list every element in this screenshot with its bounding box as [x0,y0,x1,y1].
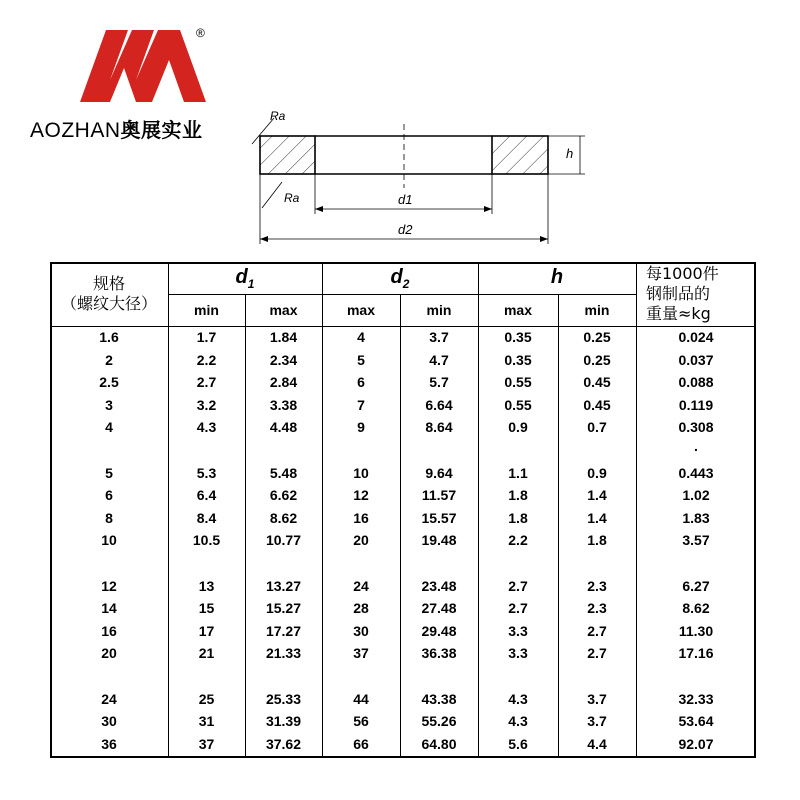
table-cell: 4.4 [587,735,607,752]
table-cell: 6.64 [425,396,453,413]
table-cell: 24 [101,690,117,707]
table-cell: 8.62 [682,600,710,617]
table-cell: 92.07 [678,735,714,752]
table-cell: 24 [353,577,369,594]
table-cell: 5.48 [269,464,298,481]
table-cell: 4 [357,329,365,345]
table-cell: 1.6 [99,329,119,345]
table-cell: 5 [357,351,365,368]
table-cell: 13 [198,577,215,594]
brand-name-en: AOZHAN [30,119,121,142]
table-cell: 17.16 [678,645,714,662]
table-cell: 0.9 [587,464,607,481]
table-cell: 37 [353,645,369,662]
table-cell: 12 [353,487,369,504]
table-cell: 15.57 [421,509,457,526]
table-cell: 2.3 [587,577,607,594]
table-cell: 3.7 [587,690,607,707]
table-cell: 2.2 [508,532,528,549]
spec-table [50,262,756,758]
table-cell: 1.8 [587,532,607,549]
table-cell: 17 [198,622,215,639]
table-cell: 21.33 [265,645,302,662]
table-cell: 37 [198,735,215,752]
table-cell: 36.38 [421,645,457,662]
table-cell: 2.2 [196,351,217,368]
table-cell: 8.4 [196,509,217,526]
table-cell: 66 [353,735,369,752]
washer-section-drawing [240,100,600,250]
table-cell: 0.037 [678,351,714,368]
table-cell: 31 [198,713,215,730]
table-cell: 28 [353,600,369,617]
table-cell: 20 [101,645,117,662]
table-cell: 64.80 [421,735,457,752]
header-sub-1: max [269,302,298,318]
table-cell: 1.8 [508,487,528,504]
header-divider [168,294,636,295]
table-cell: 23.48 [421,577,457,594]
header-sub-5: min [584,302,610,318]
label-ra-bottom: Ra [284,191,300,205]
table-cell: 0.024 [678,329,714,345]
brand-name-cn: 奥展实业 [120,118,203,142]
table-cell: 2.7 [508,600,528,617]
table-cell: 0.55 [504,374,532,391]
table-cell: 1.7 [196,329,217,345]
table-cell: 0.9 [508,419,528,436]
table-cell: 2.7 [587,622,607,639]
header-sub-2: max [346,302,376,318]
table-cell: 0.55 [504,396,532,413]
table-cell: 2.7 [508,577,528,594]
table-cell: 1.1 [508,464,528,481]
table-cell: 11.57 [421,487,457,504]
left-section [260,136,315,174]
table-cell: 44 [353,690,369,707]
table-cell: 2.5 [99,374,119,391]
header-d1: $d_1$ [235,266,255,291]
table-cell: 4.3 [508,690,528,707]
table-cell: 6.27 [682,577,710,594]
table-cell: 32.33 [678,690,714,707]
table-cell: 6 [357,374,365,391]
table-cell: 3.38 [269,396,298,413]
table-cell: 56 [353,713,369,730]
table-cell: 5.7 [429,374,449,391]
table-cell: 3.3 [508,622,528,639]
table-cell: 15.27 [265,600,302,617]
table-cell: 0.45 [583,396,611,413]
table-cell: 1.4 [587,487,607,504]
table-cell: 6.4 [196,487,217,504]
table-cell: 3 [105,396,113,413]
table-cell: 1.4 [587,509,607,526]
table-cell: 2.84 [269,374,298,391]
header-weight: 每1000件 钢制品的 重量≈kg [646,264,719,323]
table-cell: 10.5 [192,532,221,549]
table-cell: 0.443 [678,464,714,481]
label-ra-top: Ra [270,109,286,123]
table-cell: 14 [101,600,117,617]
header-d2: $d_2$ [390,266,410,291]
table-cell: 12 [101,577,117,594]
table-cell: 21 [198,645,215,662]
table-cell: 8 [105,509,113,526]
header-sub-4: max [503,302,533,318]
table-cell: 5.3 [196,464,217,481]
table-cell: 10 [101,532,117,549]
table-cell: 3.57 [682,532,710,549]
header-sub-3: min [426,302,452,318]
table-cell: 0.119 [678,396,714,413]
table-cell: 25 [198,690,215,707]
table-cell: 1.02 [682,487,710,504]
right-section [492,136,548,174]
header-bottom [50,326,756,327]
brand-name [30,114,203,143]
table-cell: 3.7 [587,713,607,730]
table-cell: 37.62 [265,735,302,752]
registered-mark: ® [196,26,205,40]
table-cell: 1.84 [269,329,298,345]
table-cell: 16 [101,622,117,639]
table-cell: 4 [105,419,113,436]
table-cell: 19.48 [421,532,457,549]
table-cell: 2.3 [587,600,607,617]
table-cell: 1.8 [508,509,528,526]
label-d1: d1 [398,192,413,207]
table-cell: 0.25 [583,351,611,368]
table-cell: 36 [101,735,117,752]
table-cell: 2.34 [269,351,298,368]
table-cell: 4.3 [508,713,528,730]
table-cell: 8.64 [425,419,453,436]
table-cell: 43.38 [421,690,457,707]
header-spec: 规格 （螺纹大径） [60,274,157,313]
table-cell: 15 [198,600,215,617]
stray-mark: . [694,438,698,454]
label-d2: d2 [398,222,413,237]
table-cell: 11.30 [678,622,714,639]
table-cell: 3.7 [429,329,449,345]
table-cell: 0.308 [678,419,714,436]
table-cell: 6 [105,487,113,504]
table-cell: 30 [101,713,117,730]
table-cell: 13.27 [265,577,302,594]
table-cell: 29.48 [421,622,457,639]
table-cell: 5.6 [508,735,528,752]
table-cell: 3.3 [508,645,528,662]
table-cell: 55.26 [421,713,457,730]
table-cell: 0.35 [504,351,532,368]
label-h: h [566,146,574,161]
table-cell: 20 [353,532,369,549]
table-cell: 7 [357,396,365,413]
table-cell: 27.48 [421,600,457,617]
table-cell: 2 [105,351,113,368]
table-cell: 0.35 [504,329,532,345]
table-cell: 8.62 [269,509,298,526]
brand-logo-icon [80,30,210,102]
table-cell: 0.25 [583,329,611,345]
table-cell: 16 [353,509,369,526]
table-cell: 0.088 [678,374,714,391]
table-cell: 0.45 [583,374,611,391]
table-cell: 9 [357,419,365,436]
table-cell: 10.77 [265,532,302,549]
table-cell: 4.3 [196,419,217,436]
table-cell: 4.7 [429,351,449,368]
header-sub-0: min [194,302,219,318]
table-cell: 30 [353,622,369,639]
table-cell: 53.64 [678,713,714,730]
table-cell: 4.48 [269,419,298,436]
table-cell: 25.33 [265,690,302,707]
table-cell: 10 [353,464,369,481]
header-h: h [550,266,564,288]
table-cell: 31.39 [265,713,302,730]
table-cell: 0.7 [587,419,607,436]
table-cell: 5 [105,464,113,481]
table-cell: 1.83 [682,509,710,526]
table-cell: 17.27 [265,622,302,639]
table-cell: 6.62 [269,487,298,504]
table-cell: 2.7 [196,374,217,391]
table-cell: 3.2 [196,396,217,413]
table-cell: 2.7 [587,645,607,662]
table-cell: 9.64 [425,464,453,481]
